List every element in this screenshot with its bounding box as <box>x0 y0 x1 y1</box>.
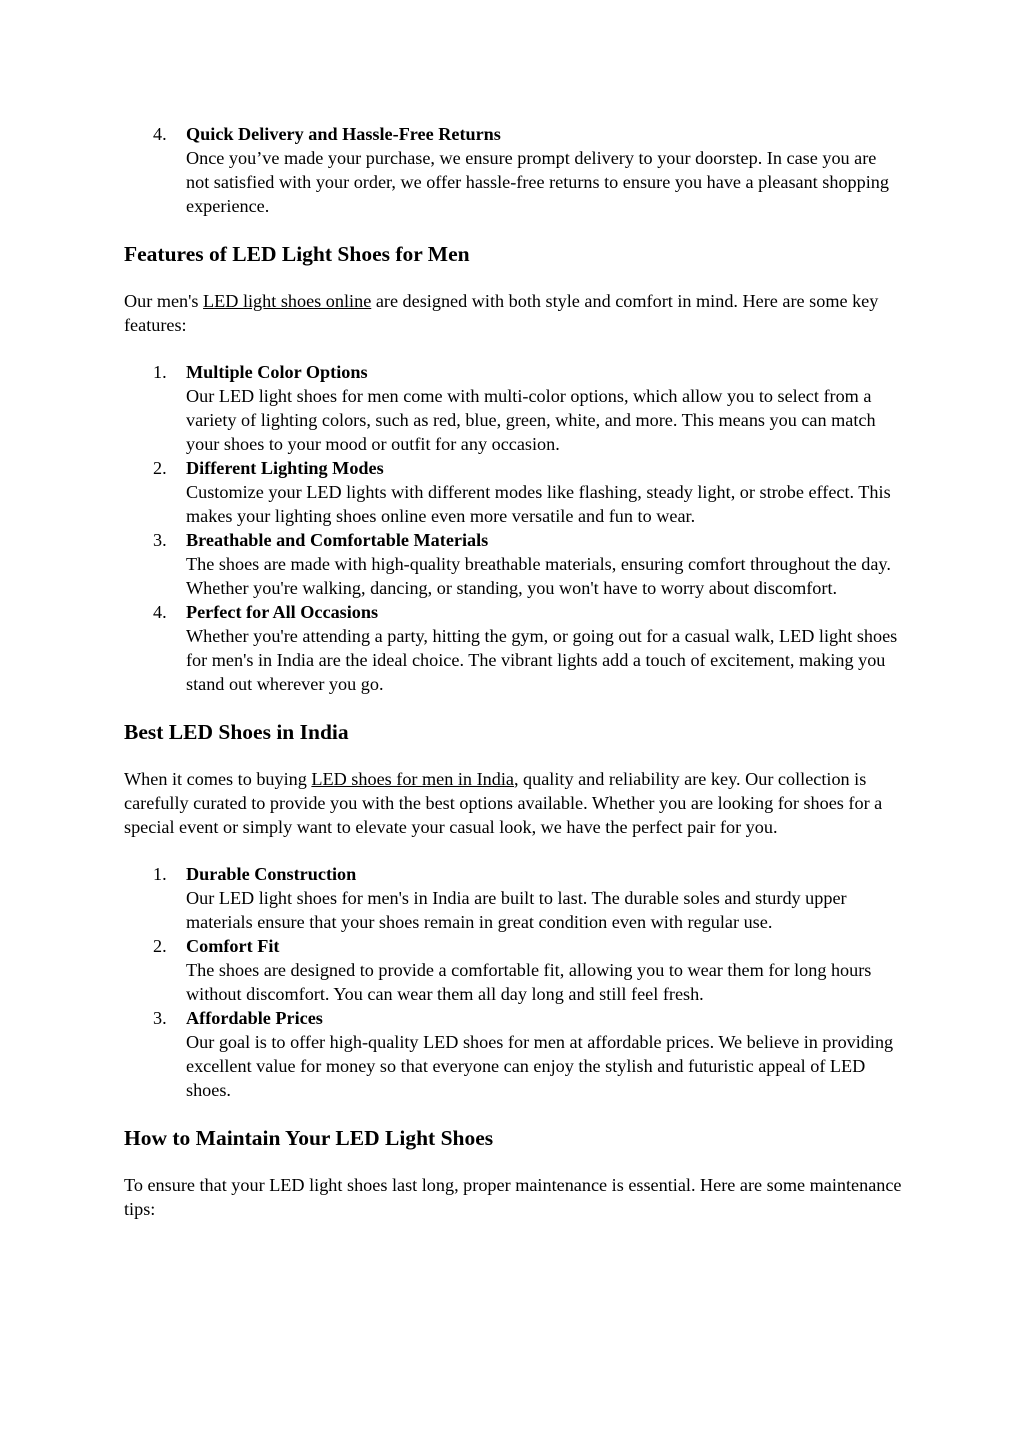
list-item-title: Comfort Fit <box>186 936 280 956</box>
list-number: 2. <box>153 936 167 956</box>
delivery-list <box>124 122 904 218</box>
best-list <box>124 862 904 1102</box>
led-light-shoes-online-link[interactable]: LED light shoes online <box>203 291 372 311</box>
maintain-intro: To ensure that your LED light shoes last long, proper maintenance is essential. Here are some maintenance tips: <box>124 1175 902 1219</box>
features-list <box>124 360 904 696</box>
list-item-title: Affordable Prices <box>186 1008 323 1028</box>
led-shoes-for-men-in-india-link[interactable]: LED shoes for men in India <box>311 769 514 789</box>
list-item <box>124 862 904 934</box>
list-number: 1. <box>153 362 167 382</box>
list-number: 4. <box>153 602 167 622</box>
section-heading-features: Features of LED Light Shoes for Men <box>124 242 470 266</box>
features-intro: Our men's LED light shoes online are designed with both style and comfort in mind. Here are some key features: <box>124 291 879 335</box>
list-item-body: Our LED light shoes for men come with multi-color options, which allow you to select from a variety of lighting colors, such as red, blue, green, white, and more. This means you can match your shoes to your mood or outfit for any occasion. <box>186 386 876 454</box>
section-heading-best: Best LED Shoes in India <box>124 720 349 744</box>
list-item-title: Quick Delivery and Hassle-Free Returns <box>186 124 501 144</box>
section-heading-maintain: How to Maintain Your LED Light Shoes <box>124 1126 494 1150</box>
list-item <box>124 360 904 456</box>
list-item-body: Once you’ve made your purchase, we ensure prompt delivery to your doorstep. In case you are not satisfied with your order, we offer hassle-free returns to ensure you have a pleasant shopping experience. <box>186 148 889 216</box>
list-item-body: The shoes are made with high-quality breathable materials, ensuring comfort throughout the day. Whether you're walking, dancing, or standing, you won't have to worry about discomfort. <box>186 554 891 598</box>
list-item-body: Whether you're attending a party, hitting the gym, or going out for a casual walk, LED light shoes for men's in India are the ideal choice. The vibrant lights add a touch of excitement, making you stand out wherever you go. <box>186 626 898 694</box>
list-item-body: Our LED light shoes for men's in India are built to last. The durable soles and sturdy upper materials ensure that your shoes remain in great condition even with regular use. <box>186 888 847 932</box>
list-number: 4. <box>153 124 167 144</box>
list-item-title: Durable Construction <box>186 864 357 884</box>
list-item <box>124 456 904 528</box>
list-number: 1. <box>153 864 167 884</box>
list-item <box>124 528 904 600</box>
list-item-title: Different Lighting Modes <box>186 458 384 478</box>
best-intro: When it comes to buying LED shoes for men in India, quality and reliability are key. Our collection is carefully curated to provide you with the best options available. Whether you are looking for shoes for a special event or simply want to elevate your casual look, we have the perfect pair for you. <box>124 769 883 837</box>
list-item-body: Our goal is to offer high-quality LED shoes for men at affordable prices. We believe in providing excellent value for money so that everyone can enjoy the stylish and futuristic appeal of LED shoes. <box>186 1032 894 1100</box>
list-number: 3. <box>153 1008 167 1028</box>
list-item <box>124 122 904 218</box>
document-page <box>124 122 904 1221</box>
list-number: 2. <box>153 458 167 478</box>
list-item <box>124 600 904 696</box>
list-item-body: Customize your LED lights with different modes like flashing, steady light, or strobe effect. This makes your lighting shoes online even more versatile and fun to wear. <box>186 482 891 526</box>
list-item <box>124 1006 904 1102</box>
list-item <box>124 934 904 1006</box>
list-item-title: Breathable and Comfortable Materials <box>186 530 489 550</box>
list-number: 3. <box>153 530 167 550</box>
list-item-title: Multiple Color Options <box>186 362 368 382</box>
list-item-body: The shoes are designed to provide a comfortable fit, allowing you to wear them for long hours without discomfort. You can wear them all day long and still feel fresh. <box>186 960 872 1004</box>
list-item-title: Perfect for All Occasions <box>186 602 379 622</box>
